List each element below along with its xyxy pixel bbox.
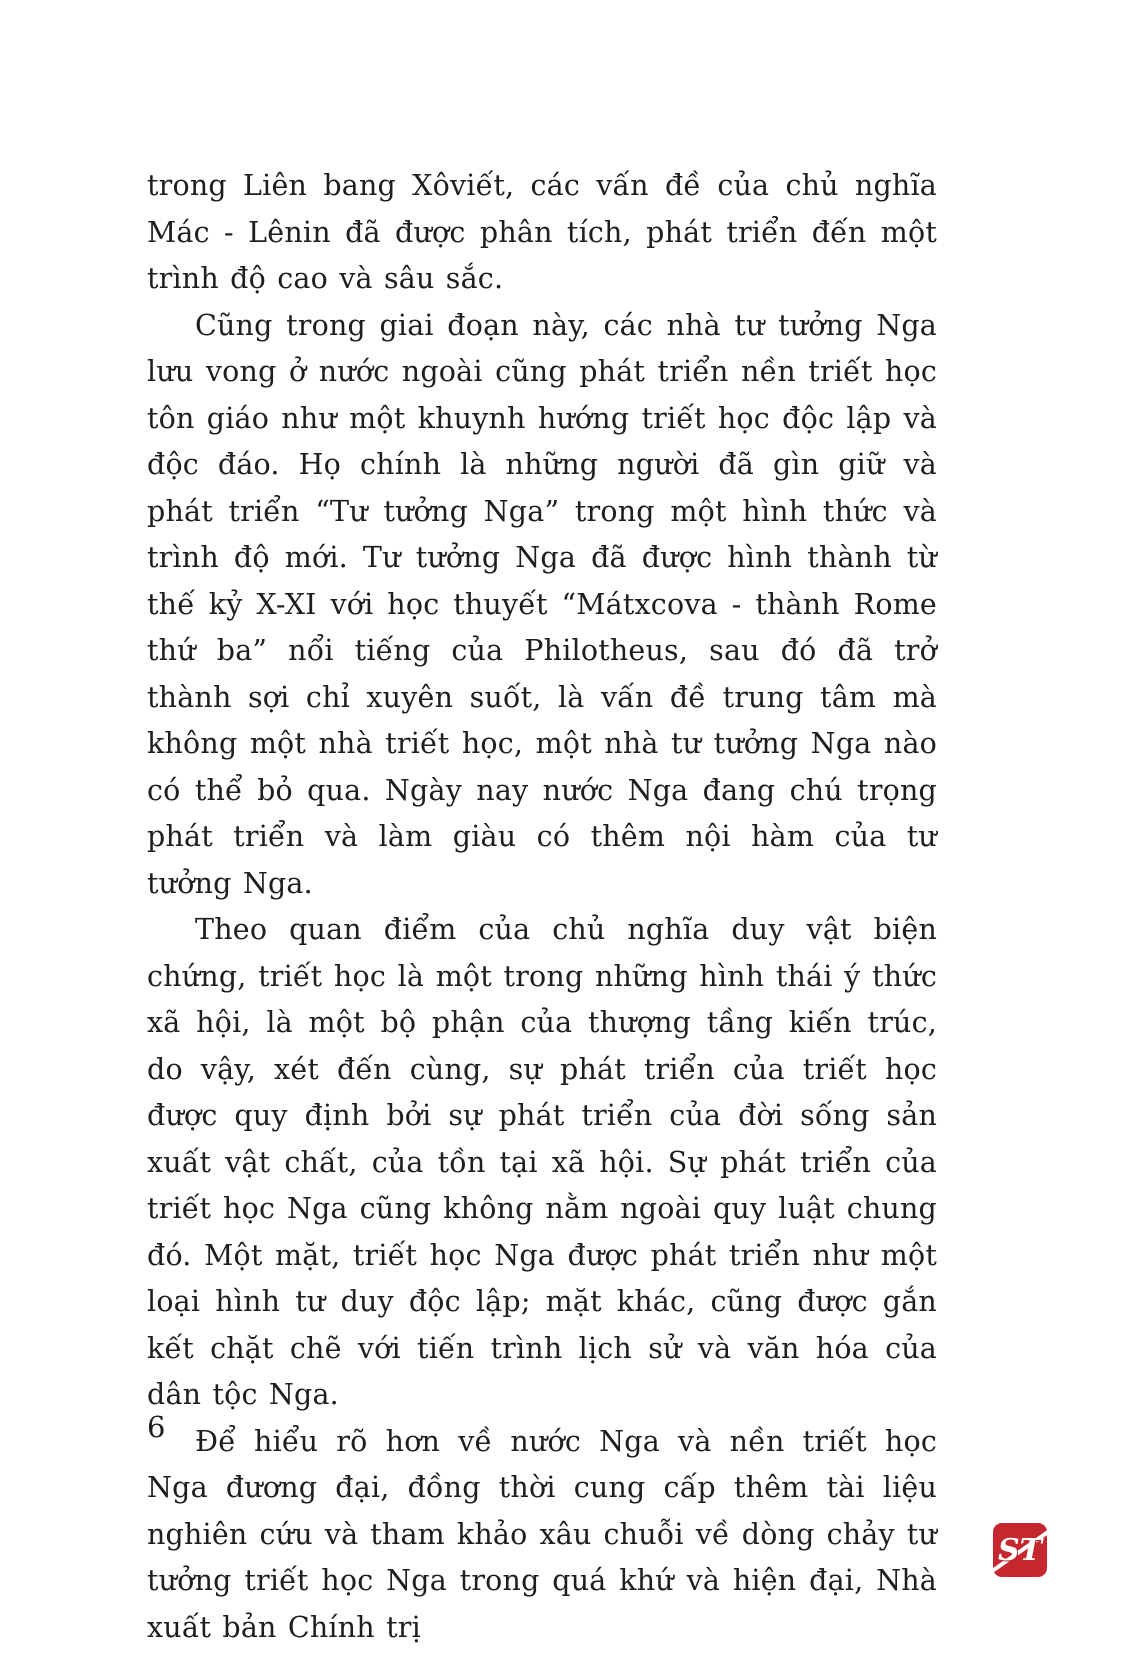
publisher-logo-text: ST	[998, 1532, 1042, 1568]
paragraph-continuation: trong Liên bang Xôviết, các vấn đề của chủ nghĩa Mác - Lênin đã được phân tích, phát triển đến một trình độ cao và sâu sắc.	[147, 169, 937, 295]
paragraph: Để hiểu rõ hơn về nước Nga và nền triết học Nga đương đại, đồng thời cung cấp thêm tài liệu nghiên cứu và tham khảo xâu chuỗi về dòng chảy tư tưởng triết học Nga trong quá khứ và hiện đại, Nhà xuất bản Chính trị	[147, 1424, 937, 1644]
text-block	[147, 163, 937, 1651]
page-number: 6	[147, 1410, 166, 1444]
paragraph: Theo quan điểm của chủ nghĩa duy vật biện chứng, triết học là một trong những hình thái ý thức xã hội, là một bộ phận của thượng tầng kiến trúc, do vậy, xét đến cùng, sự phát triển của triết học được quy định bởi sự phát triển của đời sống sản xuất vật chất, của tồn tại xã hội. Sự phát triển của triết học Nga cũng không nằm ngoài quy luật chung đó. Một mặt, triết học Nga được phát triển như một loại hình tư duy độc lập; mặt khác, cũng được gắn kết chặt chẽ với tiến trình lịch sử và văn hóa của dân tộc Nga.	[147, 913, 937, 1411]
paragraph: Cũng trong giai đoạn này, các nhà tư tưởng Nga lưu vong ở nước ngoài cũng phát triển nền triết học tôn giáo như một khuynh hướng triết học độc lập và độc đáo. Họ chính là những người đã gìn giữ và phát triển “Tư tưởng Nga” trong một hình thức và trình độ mới. Tư tưởng Nga đã được hình thành từ thế kỷ X-XI với học thuyết “Mátxcova - thành Rome thứ ba” nổi tiếng của Philotheus, sau đó đã trở thành sợi chỉ xuyên suốt, là vấn đề trung tâm mà không một nhà triết học, một nhà tư tưởng Nga nào có thể bỏ qua. Ngày nay nước Nga đang chú trọng phát triển và làm giàu có thêm nội hàm của tư tưởng Nga.	[147, 308, 937, 900]
publisher-logo	[993, 1523, 1047, 1577]
